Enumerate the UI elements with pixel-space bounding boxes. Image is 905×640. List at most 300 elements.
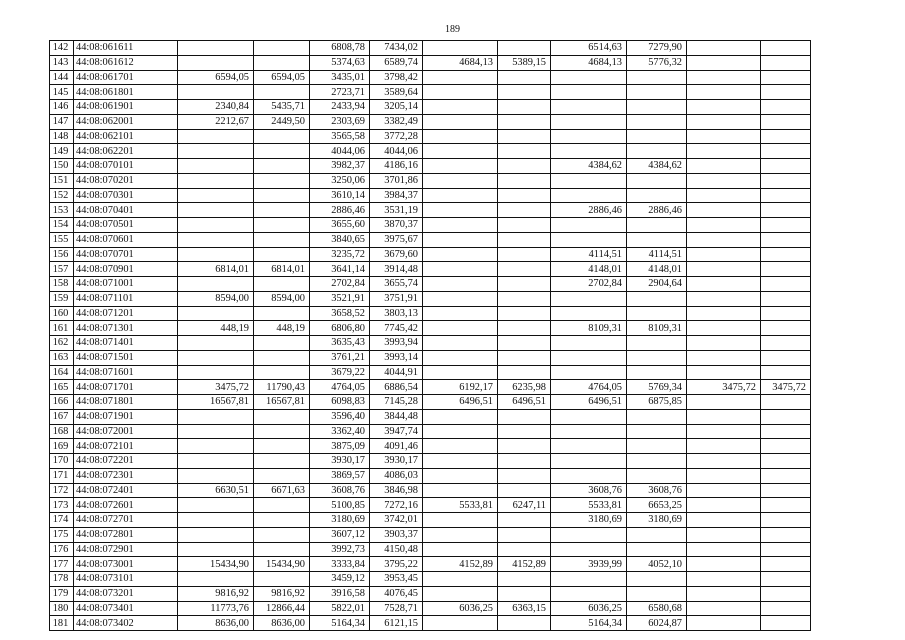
row-index-cell: 162 <box>50 336 74 351</box>
value-col-6-cell <box>498 365 551 380</box>
value-col-3-cell: 5100,85 <box>310 498 370 513</box>
value-col-10-cell <box>761 498 811 513</box>
value-col-6-cell <box>498 424 551 439</box>
value-col-9-cell: 3475,72 <box>687 380 761 395</box>
row-index-cell: 161 <box>50 321 74 336</box>
table-row <box>50 159 811 174</box>
value-col-9-cell <box>687 232 761 247</box>
value-col-4-cell: 3930,17 <box>370 454 423 469</box>
value-col-3-cell: 6808,78 <box>310 41 370 56</box>
row-index-cell: 172 <box>50 483 74 498</box>
value-col-1-cell <box>178 572 254 587</box>
value-col-10-cell <box>761 527 811 542</box>
cadastral-number-cell: 44:08:061901 <box>74 100 178 115</box>
value-col-10-cell <box>761 395 811 410</box>
value-col-5-cell <box>423 203 498 218</box>
value-col-2-cell <box>254 468 310 483</box>
table-row <box>50 262 811 277</box>
cadastral-number-cell: 44:08:073001 <box>74 557 178 572</box>
table-row <box>50 218 811 233</box>
value-col-1-cell: 6594,05 <box>178 70 254 85</box>
value-col-7-cell <box>551 114 627 129</box>
value-col-3-cell: 3362,40 <box>310 424 370 439</box>
table-body <box>50 41 811 631</box>
value-col-9-cell <box>687 129 761 144</box>
cadastral-number-cell: 44:08:072901 <box>74 542 178 557</box>
value-col-5-cell: 4684,13 <box>423 55 498 70</box>
value-col-8-cell <box>627 542 687 557</box>
value-col-10-cell <box>761 483 811 498</box>
cadastral-number-cell: 44:08:061801 <box>74 85 178 100</box>
value-col-8-cell <box>627 188 687 203</box>
cadastral-number-cell: 44:08:071801 <box>74 395 178 410</box>
value-col-1-cell: 6630,51 <box>178 483 254 498</box>
value-col-9-cell <box>687 557 761 572</box>
row-index-cell: 151 <box>50 173 74 188</box>
value-col-4-cell: 3903,37 <box>370 527 423 542</box>
value-col-7-cell <box>551 454 627 469</box>
value-col-6-cell <box>498 173 551 188</box>
row-index-cell: 168 <box>50 424 74 439</box>
value-col-10-cell <box>761 41 811 56</box>
cadastral-number-cell: 44:08:062001 <box>74 114 178 129</box>
value-col-6-cell <box>498 247 551 262</box>
value-col-10-cell <box>761 321 811 336</box>
cadastral-number-cell: 44:08:073401 <box>74 601 178 616</box>
value-col-8-cell <box>627 572 687 587</box>
value-col-5-cell: 6496,51 <box>423 395 498 410</box>
cadastral-number-cell: 44:08:071101 <box>74 291 178 306</box>
value-col-1-cell <box>178 527 254 542</box>
value-col-9-cell <box>687 188 761 203</box>
table-row <box>50 527 811 542</box>
value-col-7-cell <box>551 542 627 557</box>
value-col-6-cell <box>498 483 551 498</box>
value-col-6-cell <box>498 100 551 115</box>
value-col-9-cell <box>687 159 761 174</box>
table-row <box>50 144 811 159</box>
value-col-4-cell: 3795,22 <box>370 557 423 572</box>
value-col-10-cell <box>761 409 811 424</box>
value-col-7-cell <box>551 439 627 454</box>
table-row <box>50 616 811 631</box>
table-row <box>50 173 811 188</box>
cadastral-number-cell: 44:08:072101 <box>74 439 178 454</box>
value-col-1-cell: 16567,81 <box>178 395 254 410</box>
value-col-9-cell <box>687 247 761 262</box>
row-index-cell: 156 <box>50 247 74 262</box>
value-col-2-cell <box>254 55 310 70</box>
value-col-5-cell <box>423 365 498 380</box>
value-col-3-cell: 2723,71 <box>310 85 370 100</box>
value-col-2-cell <box>254 439 310 454</box>
value-col-7-cell <box>551 188 627 203</box>
value-col-5-cell <box>423 291 498 306</box>
value-col-5-cell <box>423 100 498 115</box>
row-index-cell: 181 <box>50 616 74 631</box>
value-col-8-cell: 4148,01 <box>627 262 687 277</box>
value-col-5-cell <box>423 586 498 601</box>
value-col-4-cell: 3751,91 <box>370 291 423 306</box>
value-col-7-cell: 4114,51 <box>551 247 627 262</box>
value-col-3-cell: 3607,12 <box>310 527 370 542</box>
value-col-8-cell: 7279,90 <box>627 41 687 56</box>
value-col-5-cell <box>423 277 498 292</box>
value-col-4-cell: 3984,37 <box>370 188 423 203</box>
value-col-6-cell <box>498 262 551 277</box>
value-col-4-cell: 3679,60 <box>370 247 423 262</box>
value-col-10-cell <box>761 468 811 483</box>
value-col-9-cell <box>687 277 761 292</box>
value-col-7-cell: 4684,13 <box>551 55 627 70</box>
value-col-8-cell: 6653,25 <box>627 498 687 513</box>
cadastral-number-cell: 44:08:072001 <box>74 424 178 439</box>
value-col-3-cell: 3608,76 <box>310 483 370 498</box>
value-col-9-cell <box>687 513 761 528</box>
value-col-3-cell: 2702,84 <box>310 277 370 292</box>
value-col-6-cell <box>498 350 551 365</box>
value-col-6-cell <box>498 85 551 100</box>
value-col-6-cell <box>498 129 551 144</box>
value-col-5-cell <box>423 513 498 528</box>
value-col-4-cell: 3846,98 <box>370 483 423 498</box>
value-col-10-cell <box>761 306 811 321</box>
value-col-7-cell: 2702,84 <box>551 277 627 292</box>
value-col-8-cell: 5769,34 <box>627 380 687 395</box>
value-col-10-cell <box>761 336 811 351</box>
value-col-5-cell <box>423 321 498 336</box>
value-col-2-cell <box>254 513 310 528</box>
value-col-8-cell <box>627 85 687 100</box>
row-index-cell: 152 <box>50 188 74 203</box>
value-col-7-cell: 5533,81 <box>551 498 627 513</box>
row-index-cell: 144 <box>50 70 74 85</box>
cadastral-number-cell: 44:08:071501 <box>74 350 178 365</box>
value-col-4-cell: 4186,16 <box>370 159 423 174</box>
table-row <box>50 55 811 70</box>
value-col-6-cell <box>498 70 551 85</box>
value-col-3-cell: 5164,34 <box>310 616 370 631</box>
table-row <box>50 247 811 262</box>
value-col-8-cell: 4384,62 <box>627 159 687 174</box>
value-col-9-cell <box>687 218 761 233</box>
value-col-1-cell <box>178 129 254 144</box>
row-index-cell: 175 <box>50 527 74 542</box>
value-col-9-cell <box>687 409 761 424</box>
value-col-5-cell: 6192,17 <box>423 380 498 395</box>
value-col-8-cell <box>627 424 687 439</box>
value-col-6-cell <box>498 468 551 483</box>
value-col-5-cell: 4152,89 <box>423 557 498 572</box>
value-col-3-cell: 3982,37 <box>310 159 370 174</box>
page-number: 189 <box>445 24 460 35</box>
cadastral-number-cell: 44:08:070101 <box>74 159 178 174</box>
value-col-1-cell <box>178 365 254 380</box>
value-col-6-cell <box>498 203 551 218</box>
table-row <box>50 306 811 321</box>
value-col-8-cell: 6580,68 <box>627 601 687 616</box>
value-col-6-cell: 4152,89 <box>498 557 551 572</box>
value-col-4-cell: 3975,67 <box>370 232 423 247</box>
value-col-5-cell: 6036,25 <box>423 601 498 616</box>
value-col-10-cell <box>761 188 811 203</box>
value-col-1-cell <box>178 454 254 469</box>
value-col-8-cell: 4114,51 <box>627 247 687 262</box>
value-col-10-cell <box>761 129 811 144</box>
value-col-7-cell <box>551 468 627 483</box>
value-col-8-cell <box>627 114 687 129</box>
value-col-9-cell <box>687 601 761 616</box>
table-row <box>50 424 811 439</box>
value-col-7-cell <box>551 336 627 351</box>
value-col-2-cell <box>254 542 310 557</box>
value-col-9-cell <box>687 498 761 513</box>
cadastral-number-cell: 44:08:070601 <box>74 232 178 247</box>
value-col-10-cell <box>761 572 811 587</box>
table-row <box>50 291 811 306</box>
value-col-10-cell <box>761 247 811 262</box>
value-col-6-cell <box>498 454 551 469</box>
value-col-1-cell <box>178 203 254 218</box>
cadastral-number-cell: 44:08:070701 <box>74 247 178 262</box>
value-col-2-cell <box>254 527 310 542</box>
value-col-5-cell <box>423 454 498 469</box>
table-row <box>50 498 811 513</box>
value-col-1-cell: 2212,67 <box>178 114 254 129</box>
value-col-5-cell <box>423 173 498 188</box>
value-col-1-cell <box>178 350 254 365</box>
value-col-10-cell <box>761 55 811 70</box>
value-col-8-cell <box>627 336 687 351</box>
value-col-1-cell: 9816,92 <box>178 586 254 601</box>
value-col-8-cell: 5776,32 <box>627 55 687 70</box>
value-col-1-cell <box>178 424 254 439</box>
value-col-5-cell <box>423 129 498 144</box>
value-col-5-cell <box>423 85 498 100</box>
value-col-9-cell <box>687 55 761 70</box>
value-col-8-cell <box>627 306 687 321</box>
value-col-7-cell <box>551 85 627 100</box>
value-col-4-cell: 3205,14 <box>370 100 423 115</box>
value-col-1-cell <box>178 277 254 292</box>
value-col-8-cell <box>627 218 687 233</box>
value-col-2-cell <box>254 173 310 188</box>
value-col-1-cell: 448,19 <box>178 321 254 336</box>
value-col-4-cell: 6886,54 <box>370 380 423 395</box>
value-col-9-cell <box>687 85 761 100</box>
value-col-5-cell <box>423 616 498 631</box>
cadastral-value-table <box>49 40 811 631</box>
cadastral-number-cell: 44:08:072701 <box>74 513 178 528</box>
value-col-3-cell: 3869,57 <box>310 468 370 483</box>
value-col-5-cell <box>423 41 498 56</box>
value-col-6-cell <box>498 291 551 306</box>
value-col-10-cell <box>761 173 811 188</box>
cadastral-number-cell: 44:08:062201 <box>74 144 178 159</box>
value-col-4-cell: 6121,15 <box>370 616 423 631</box>
value-col-2-cell <box>254 365 310 380</box>
value-col-7-cell <box>551 306 627 321</box>
value-col-5-cell <box>423 424 498 439</box>
row-index-cell: 160 <box>50 306 74 321</box>
value-col-9-cell <box>687 395 761 410</box>
value-col-9-cell <box>687 527 761 542</box>
value-col-6-cell: 6247,11 <box>498 498 551 513</box>
row-index-cell: 176 <box>50 542 74 557</box>
value-col-3-cell: 4764,05 <box>310 380 370 395</box>
row-index-cell: 155 <box>50 232 74 247</box>
value-col-10-cell <box>761 557 811 572</box>
value-col-5-cell <box>423 218 498 233</box>
row-index-cell: 164 <box>50 365 74 380</box>
value-col-5-cell <box>423 527 498 542</box>
value-col-10-cell <box>761 365 811 380</box>
value-col-9-cell <box>687 616 761 631</box>
value-col-8-cell <box>627 70 687 85</box>
value-col-2-cell <box>254 336 310 351</box>
value-col-2-cell <box>254 350 310 365</box>
cadastral-number-cell: 44:08:071701 <box>74 380 178 395</box>
value-col-8-cell: 4052,10 <box>627 557 687 572</box>
value-col-6-cell <box>498 144 551 159</box>
row-index-cell: 148 <box>50 129 74 144</box>
value-col-4-cell: 7272,16 <box>370 498 423 513</box>
value-col-7-cell: 2886,46 <box>551 203 627 218</box>
table-row <box>50 513 811 528</box>
value-col-1-cell <box>178 188 254 203</box>
value-col-5-cell <box>423 306 498 321</box>
row-index-cell: 146 <box>50 100 74 115</box>
row-index-cell: 174 <box>50 513 74 528</box>
table-row <box>50 365 811 380</box>
cadastral-number-cell: 44:08:070201 <box>74 173 178 188</box>
cadastral-number-cell: 44:08:061612 <box>74 55 178 70</box>
value-col-7-cell <box>551 100 627 115</box>
value-col-3-cell: 3235,72 <box>310 247 370 262</box>
value-col-7-cell: 4384,62 <box>551 159 627 174</box>
value-col-9-cell <box>687 203 761 218</box>
table-row <box>50 439 811 454</box>
value-col-7-cell <box>551 70 627 85</box>
table-row <box>50 203 811 218</box>
table-row <box>50 350 811 365</box>
value-col-1-cell: 11773,76 <box>178 601 254 616</box>
value-col-9-cell <box>687 306 761 321</box>
value-col-4-cell: 6589,74 <box>370 55 423 70</box>
value-col-6-cell <box>498 336 551 351</box>
value-col-3-cell: 2303,69 <box>310 114 370 129</box>
value-col-6-cell <box>498 232 551 247</box>
value-col-1-cell <box>178 232 254 247</box>
value-col-1-cell <box>178 306 254 321</box>
value-col-6-cell <box>498 616 551 631</box>
value-col-4-cell: 3993,14 <box>370 350 423 365</box>
value-col-3-cell: 3459,12 <box>310 572 370 587</box>
value-col-2-cell: 11790,43 <box>254 380 310 395</box>
value-col-6-cell <box>498 114 551 129</box>
value-col-7-cell: 4764,05 <box>551 380 627 395</box>
value-col-2-cell <box>254 203 310 218</box>
value-col-6-cell: 6496,51 <box>498 395 551 410</box>
value-col-6-cell <box>498 218 551 233</box>
value-col-4-cell: 3701,86 <box>370 173 423 188</box>
value-col-6-cell <box>498 513 551 528</box>
value-col-2-cell <box>254 188 310 203</box>
cadastral-number-cell: 44:08:070501 <box>74 218 178 233</box>
value-col-1-cell <box>178 173 254 188</box>
value-col-5-cell <box>423 542 498 557</box>
value-col-7-cell: 6496,51 <box>551 395 627 410</box>
value-col-4-cell: 3531,19 <box>370 203 423 218</box>
value-col-10-cell <box>761 114 811 129</box>
cadastral-number-cell: 44:08:071401 <box>74 336 178 351</box>
value-col-1-cell <box>178 159 254 174</box>
row-index-cell: 173 <box>50 498 74 513</box>
value-col-8-cell <box>627 439 687 454</box>
table-row <box>50 542 811 557</box>
value-col-7-cell <box>551 527 627 542</box>
value-col-4-cell: 3803,13 <box>370 306 423 321</box>
value-col-4-cell: 7528,71 <box>370 601 423 616</box>
value-col-5-cell <box>423 439 498 454</box>
table-row <box>50 85 811 100</box>
value-col-3-cell: 4044,06 <box>310 144 370 159</box>
value-col-8-cell: 2904,64 <box>627 277 687 292</box>
value-col-2-cell: 8636,00 <box>254 616 310 631</box>
value-col-7-cell: 4148,01 <box>551 262 627 277</box>
value-col-3-cell: 3761,21 <box>310 350 370 365</box>
value-col-1-cell <box>178 468 254 483</box>
value-col-2-cell: 16567,81 <box>254 395 310 410</box>
value-col-2-cell <box>254 247 310 262</box>
value-col-9-cell <box>687 114 761 129</box>
value-col-2-cell: 9816,92 <box>254 586 310 601</box>
value-col-7-cell: 5164,34 <box>551 616 627 631</box>
value-col-1-cell <box>178 513 254 528</box>
value-col-8-cell <box>627 527 687 542</box>
value-col-3-cell: 3565,58 <box>310 129 370 144</box>
value-col-4-cell: 3953,45 <box>370 572 423 587</box>
value-col-1-cell <box>178 409 254 424</box>
value-col-9-cell <box>687 468 761 483</box>
value-col-5-cell <box>423 468 498 483</box>
value-col-5-cell <box>423 483 498 498</box>
value-col-2-cell <box>254 306 310 321</box>
value-col-7-cell: 3939,99 <box>551 557 627 572</box>
value-col-5-cell <box>423 572 498 587</box>
table-row <box>50 557 811 572</box>
value-col-1-cell: 8636,00 <box>178 616 254 631</box>
cadastral-number-cell: 44:08:072601 <box>74 498 178 513</box>
value-col-7-cell <box>551 572 627 587</box>
table-row <box>50 232 811 247</box>
row-index-cell: 149 <box>50 144 74 159</box>
value-col-2-cell <box>254 424 310 439</box>
value-col-1-cell: 2340,84 <box>178 100 254 115</box>
value-col-7-cell <box>551 144 627 159</box>
value-col-1-cell <box>178 144 254 159</box>
value-col-5-cell: 5533,81 <box>423 498 498 513</box>
value-col-10-cell <box>761 616 811 631</box>
value-col-6-cell <box>498 306 551 321</box>
value-col-6-cell <box>498 321 551 336</box>
value-col-5-cell <box>423 188 498 203</box>
cadastral-number-cell: 44:08:072301 <box>74 468 178 483</box>
table-row <box>50 468 811 483</box>
value-col-8-cell <box>627 468 687 483</box>
value-col-10-cell <box>761 218 811 233</box>
table-row <box>50 336 811 351</box>
